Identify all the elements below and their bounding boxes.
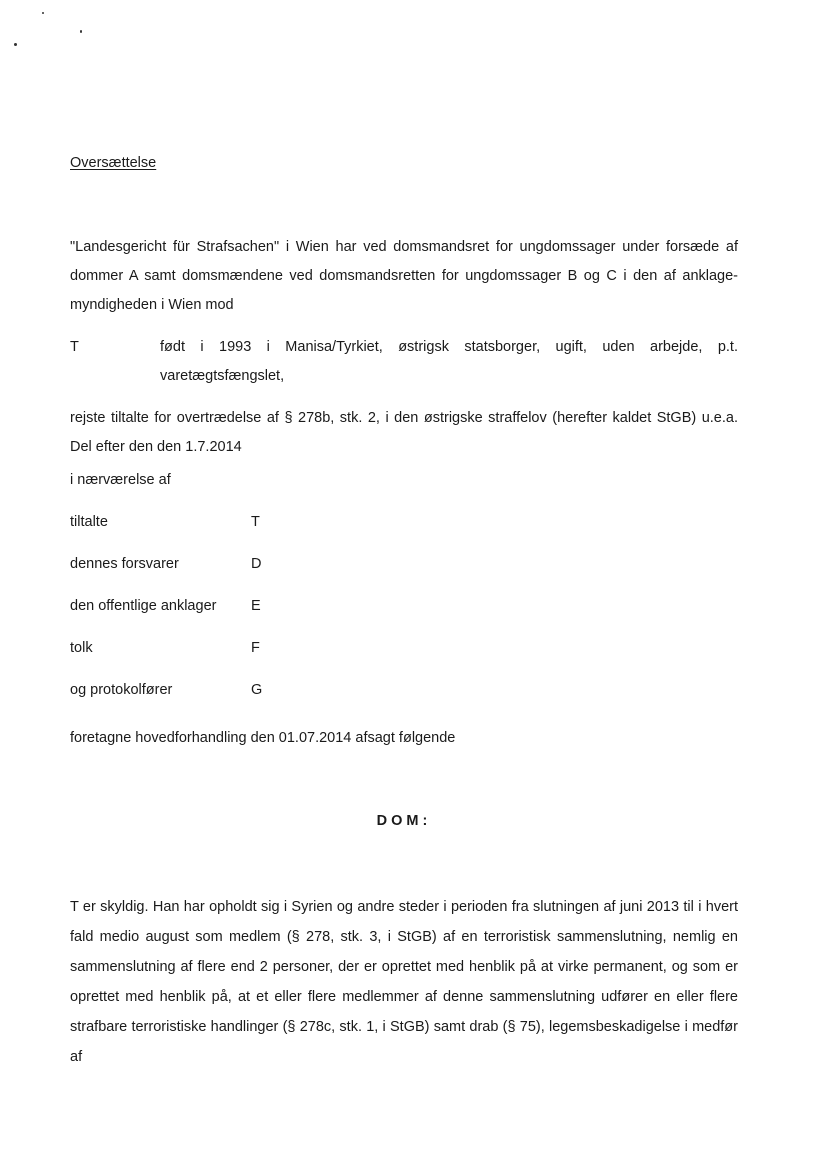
defendant-entry [70, 333, 738, 391]
party-person: T [251, 514, 260, 530]
verdict-title: DOM: [376, 813, 432, 829]
document-heading: Oversættelse [70, 155, 157, 171]
charge-paragraph [70, 404, 738, 462]
party-role: tolk [70, 640, 93, 656]
party-person: D [251, 556, 262, 572]
party-role: og protokolfører [70, 682, 173, 698]
party-person: F [251, 640, 260, 656]
defendant-description: født i 1993 i Manisa/Tyrkiet, østrigsk statsborger, ugift, uden arbejde, p.t. varetægtsfængslet, [160, 339, 738, 384]
party-role: den offentlige anklager [70, 598, 217, 614]
intro-paragraph [70, 233, 738, 320]
party-person: E [251, 598, 261, 614]
defendant-letter: T [70, 339, 79, 355]
intro-text: "Landesgericht für Strafsachen" i Wien har ved domsmandsret for ungdomssager under forsæde af dommer A samt domsmændene ved domsmandsretten for ungdomssager B og C i den af anklage-myndigheden i Wien mod [70, 239, 738, 313]
scan-speck [14, 43, 17, 46]
presence-label: i nærværelse af [70, 472, 171, 488]
hearing-line: foretagne hovedforhandling den 01.07.2014 afsagt følgende [70, 730, 456, 746]
charge-text: rejste tiltalte for overtrædelse af § 278b, stk. 2, i den østrigske straffelov (herefter kaldet StGB) u.e.a. Del efter den den 1.7.2014 [70, 410, 738, 455]
scan-speck [42, 12, 44, 14]
party-role: tiltalte [70, 514, 108, 530]
scan-speck [80, 30, 82, 33]
verdict-text: T er skyldig. Han har opholdt sig i Syrien og andre steder i perioden fra slutningen af juni 2013 til i hvert fald medio august som medlem (§ 278, stk. 3, i StGB) af en terroristisk sammenslutning, nemlig en sammenslutning af flere end 2 personer, der er oprettet med henblik på at virke permanent, og som er oprettet med henblik på, at et eller flere medlemmer af denne sammenslutning udfører en eller flere strafbare terroristiske handlinger (§ 278c, stk. 1, i StGB) samt drab (§ 75), legemsbeskadigelse i medfør af [70, 899, 738, 1065]
party-role: dennes forsvarer [70, 556, 179, 572]
party-person: G [251, 682, 263, 698]
verdict-paragraph [70, 892, 738, 1072]
